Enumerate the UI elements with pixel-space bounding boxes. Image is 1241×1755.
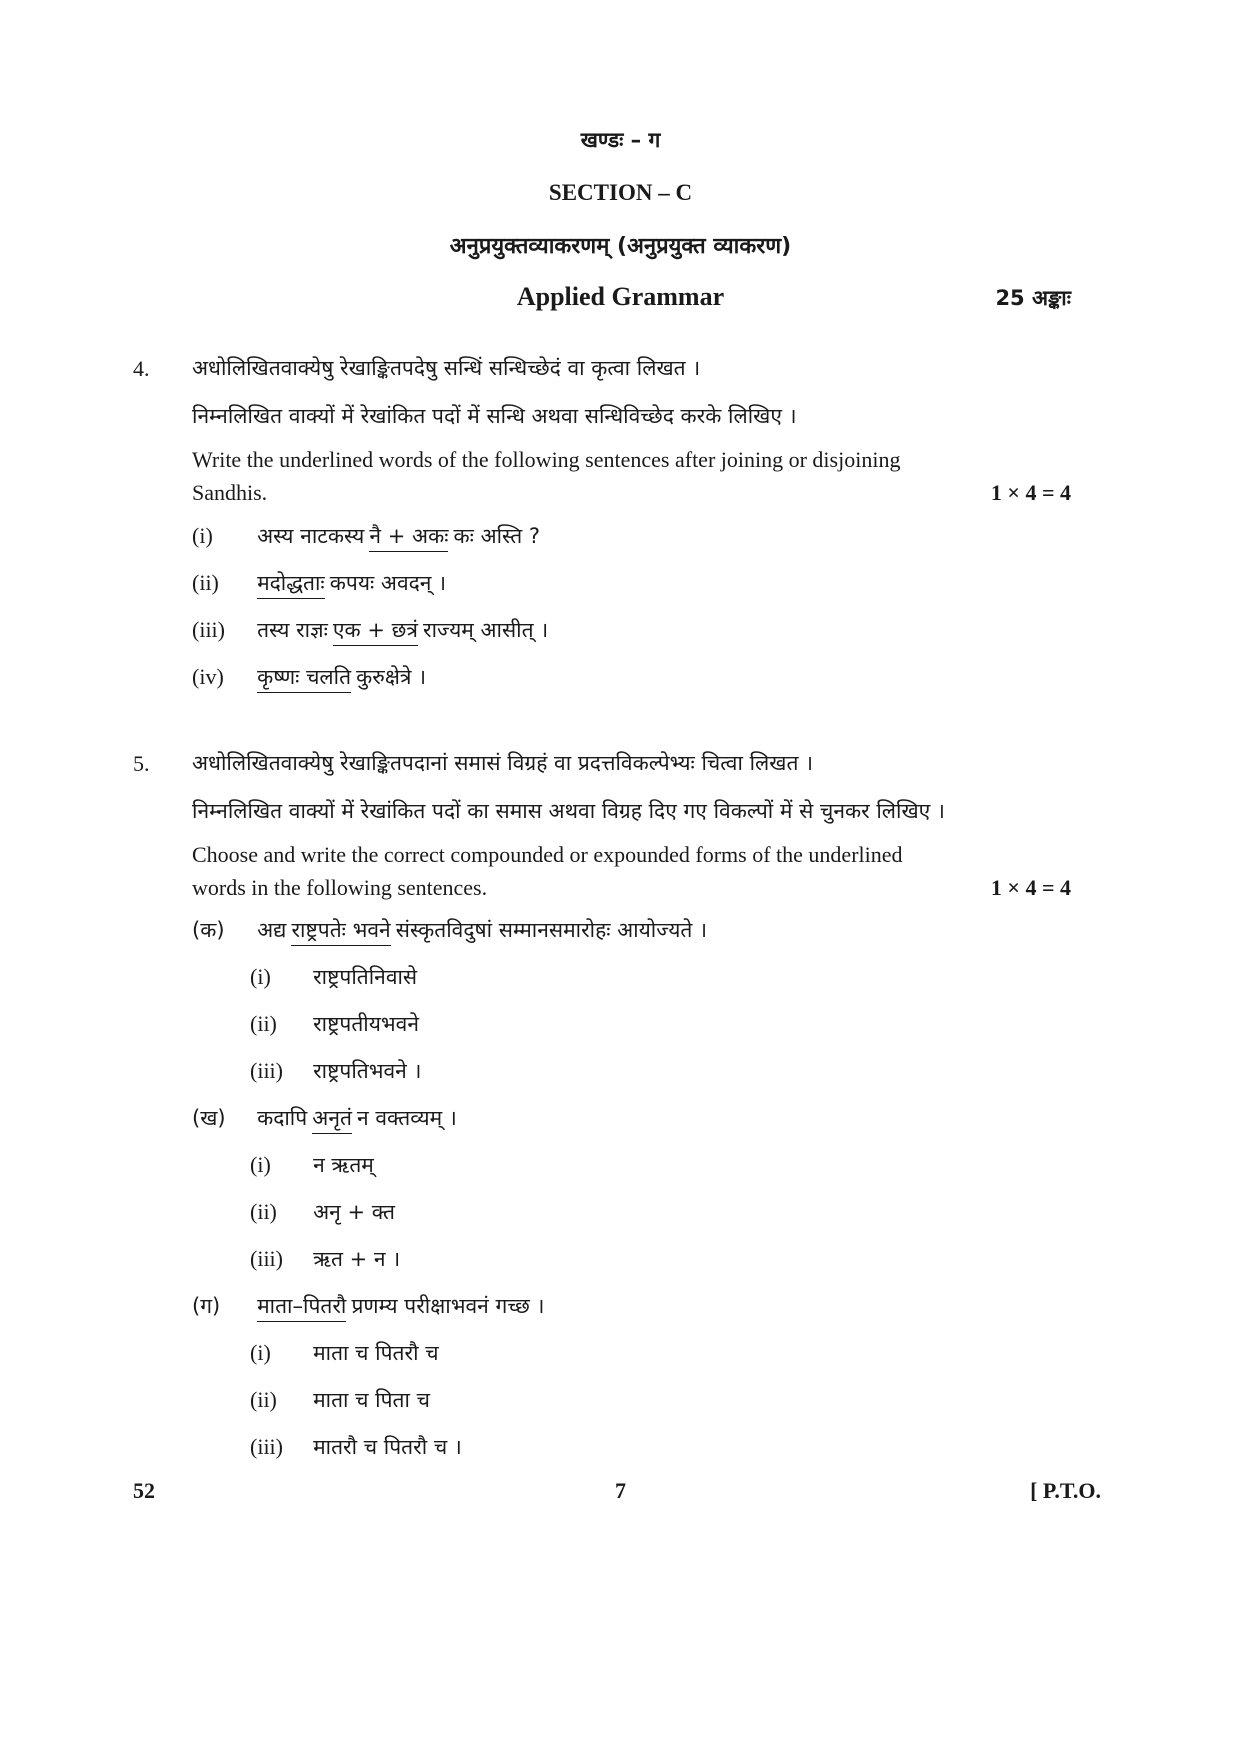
underlined-word: नै + अकः bbox=[369, 524, 448, 552]
question-5-marks: 1 × 4 = 4 bbox=[990, 875, 1071, 900]
question-4-hindi: निम्नलिखित वाक्यों में रेखांकित पदों में सन्धि अथवा सन्धिविच्छेद करके लिखिए । bbox=[192, 404, 797, 428]
q5-part-ka-option-1: (i) राष्ट्रपतिनिवासे bbox=[250, 964, 418, 989]
q5-part-kha: (ख) कदापि अनृतं न वक्तव्यम् । bbox=[192, 1104, 457, 1132]
underlined-word: मदोद्धताः bbox=[257, 571, 325, 599]
question-5-hindi: निम्नलिखित वाक्यों में रेखांकित पदों का समास अथवा विग्रह दिए गए विकल्पों में से चुनकर लिखिए । bbox=[192, 799, 945, 823]
q4-item-3: (iii) तस्य राज्ञः एक + छत्रं राज्यम् आसीत् । bbox=[192, 616, 548, 644]
footer-paper-code: 52 bbox=[133, 1478, 155, 1503]
underlined-word: कृष्णः चलति bbox=[257, 665, 351, 693]
q5-part-ka: (क) अद्य राष्ट्रपतेः भवने संस्कृतविदुषां सम्मानसमारोहः आयोज्यते । bbox=[192, 916, 707, 944]
question-5-sanskrit: अधोलिखितवाक्येषु रेखाङ्कितपदानां समासं विग्रहं वा प्रदत्तविकल्पेभ्यः चित्वा लिखत । bbox=[192, 751, 814, 775]
q5-part-ga-option-1: (i) माता च पितरौ च bbox=[250, 1340, 439, 1365]
q5-part-ka-option-2: (ii) राष्ट्रपतीयभवने bbox=[250, 1011, 419, 1036]
question-4-number: 4. bbox=[133, 356, 150, 381]
question-5-english-line1: Choose and write the correct compounded or expounded forms of the underlined bbox=[192, 842, 903, 867]
q5-part-ga-option-3: (iii) मातरौ च पितरौ च । bbox=[250, 1434, 462, 1459]
q5-part-ga-option-2: (ii) माता च पिता च bbox=[250, 1387, 430, 1412]
underlined-word: राष्ट्रपतेः भवने bbox=[291, 918, 390, 946]
underlined-word: एक + छत्रं bbox=[333, 618, 418, 646]
q4-item-4: (iv) कृष्णः चलति कुरुक्षेत्रे । bbox=[192, 663, 426, 691]
underlined-word: माता–पितरौ bbox=[257, 1294, 346, 1322]
q5-part-kha-option-3: (iii) ऋत + न । bbox=[250, 1246, 401, 1271]
question-5-number: 5. bbox=[133, 751, 150, 776]
question-4-english-line1: Write the underlined words of the following sentences after joining or disjoining bbox=[192, 447, 901, 472]
q4-item-2: (ii) मदोद्धताः कपयः अवदन् । bbox=[192, 569, 446, 597]
underlined-word: अनृतं bbox=[312, 1106, 352, 1134]
question-4-marks: 1 × 4 = 4 bbox=[990, 480, 1071, 505]
question-4-sanskrit: अधोलिखितवाक्येषु रेखाङ्कितपदेषु सन्धिं सन्धिच्छेदं वा कृत्वा लिखत । bbox=[192, 356, 701, 380]
question-5-english-line2: words in the following sentences. bbox=[192, 875, 488, 900]
question-4-english-line2: Sandhis. bbox=[192, 480, 268, 505]
q5-part-ga: (ग) माता–पितरौ प्रणम्य परीक्षाभवनं गच्छ । bbox=[192, 1292, 544, 1320]
q5-part-kha-option-1: (i) न ऋतम् bbox=[250, 1152, 374, 1177]
q5-part-kha-option-2: (ii) अनृ + क्त bbox=[250, 1199, 395, 1224]
section-title-english: SECTION – C bbox=[548, 180, 693, 205]
topic-title-hindi: अनुप्रयुक्तव्याकरणम् (अनुप्रयुक्त व्याकरण) bbox=[449, 234, 792, 259]
q4-item-1: (i) अस्य नाटकस्य नै + अकः कः अस्ति ? bbox=[192, 522, 540, 550]
q5-part-ka-option-3: (iii) राष्ट्रपतिभवने । bbox=[250, 1058, 422, 1083]
footer-pto: [ P.T.O. bbox=[1030, 1478, 1101, 1503]
footer-page-number: 7 bbox=[615, 1478, 626, 1503]
topic-title-english: Applied Grammar bbox=[516, 282, 725, 311]
section-title-hindi: खण्डः – ग bbox=[580, 128, 661, 152]
section-marks: 25 अङ्काः bbox=[995, 286, 1071, 310]
